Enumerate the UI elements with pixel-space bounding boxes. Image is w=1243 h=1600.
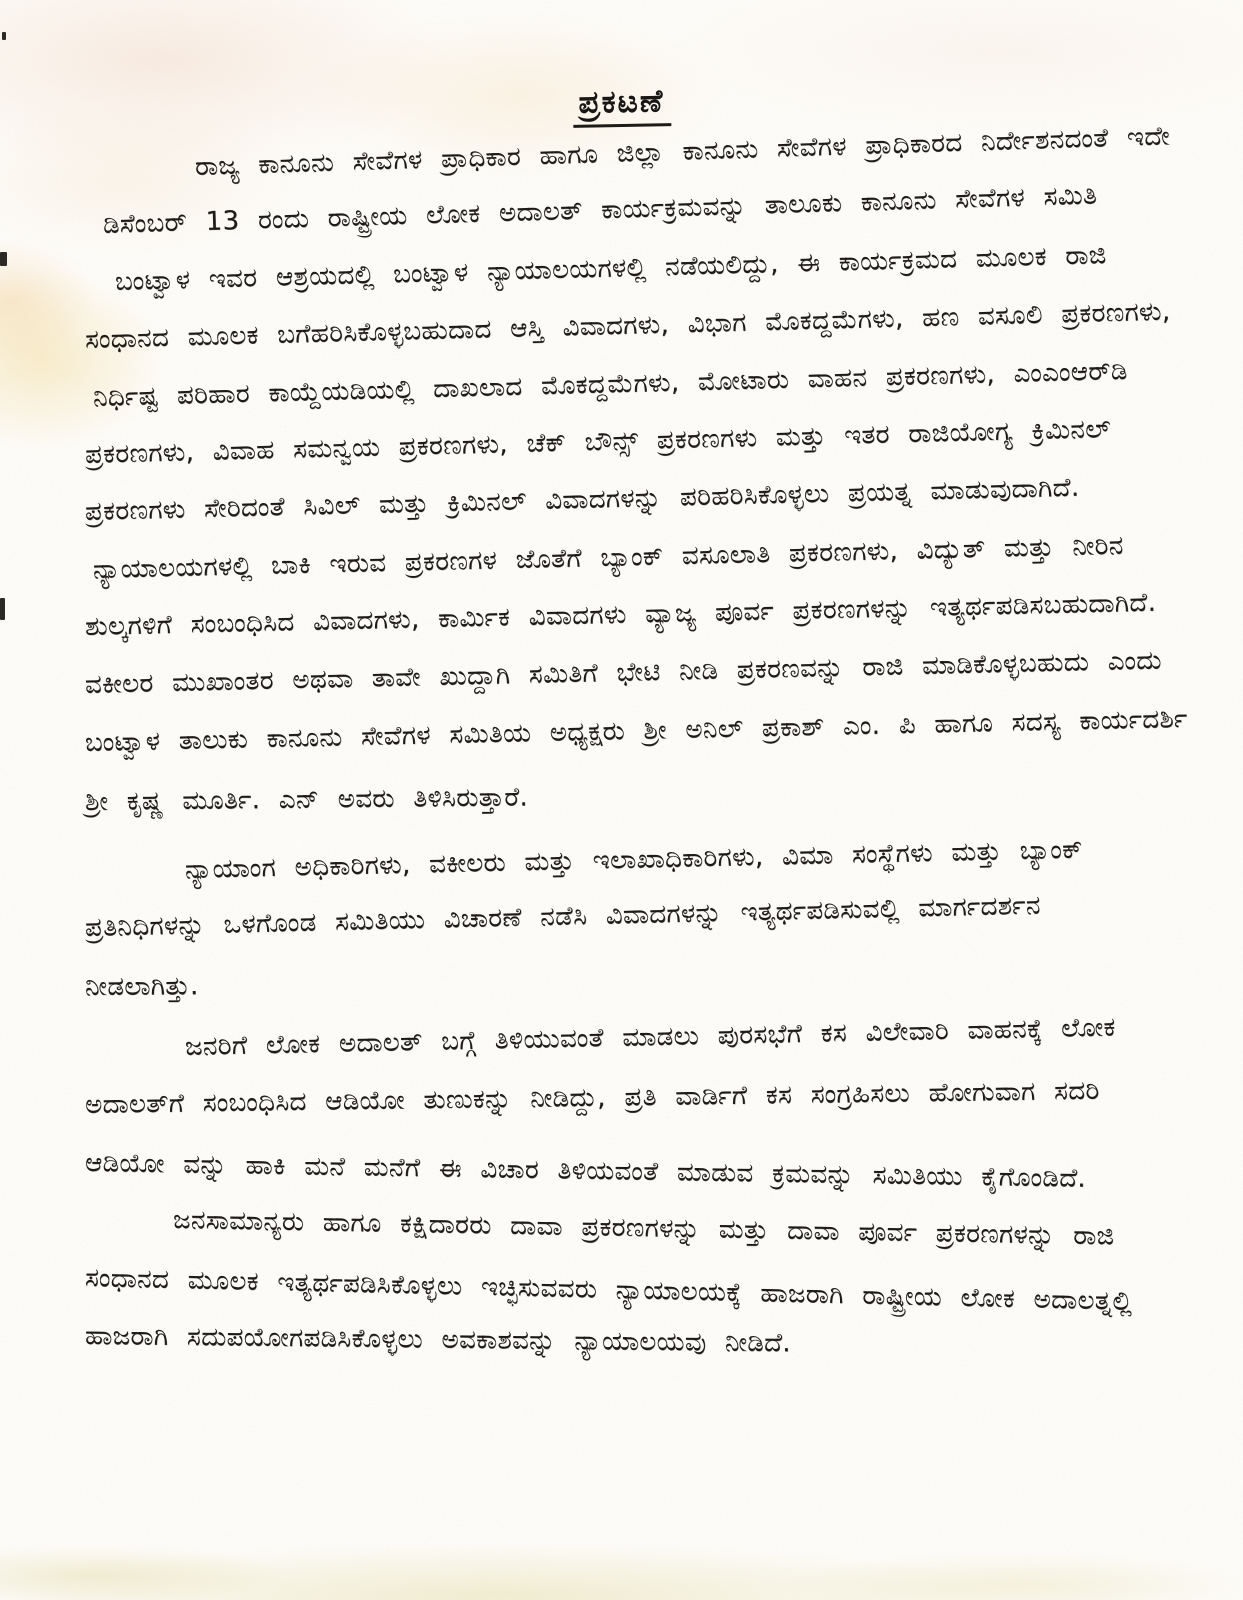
document-line: ಸಂಧಾನದ ಮೂಲಕ ಇತ್ಯರ್ಥಪಡಿಸಿಕೊಳ್ಳಲು ಇಚ್ಛಿಸುವವರು ನ್ಯಾಯಾಲಯಕ್ಕೆ ಹಾಜರಾಗಿ ರಾಷ್ಟ್ರೀಯ ಲೋಕ ಅದಾಲತ್ನಲ್ಲಿ [84,1263,1133,1317]
document-line: ಜನಸಾಮಾನ್ಯರು ಹಾಗೂ ಕಕ್ಷಿದಾರರು ದಾವಾ ಪ್ರಕರಣಗಳನ್ನು ಮತ್ತು ದಾವಾ ಪೂರ್ವ ಪ್ರಕರಣಗಳನ್ನು ರಾಜಿ [172,1205,1115,1252]
document-line: ಹಾಜರಾಗಿ ಸದುಪಯೋಗಪಡಿಸಿಕೊಳ್ಳಲು ಅವಕಾಶವನ್ನು ನ್ಯಾಯಾಲಯವು ನೀಡಿದೆ. [84,1321,792,1359]
document-line: ಬಂಟ್ವಾಳ ಇವರ ಆಶ್ರಯದಲ್ಲಿ ಬಂಟ್ವಾಳ ನ್ಯಾಯಾಲಯಗಳಲ್ಲಿ ನಡೆಯಲಿದ್ದು, ಈ ಕಾರ್ಯಕ್ರಮದ ಮೂಲಕ ರಾಜಿ [114,240,1107,297]
document-line: ಶ್ರೀ ಕೃಷ್ಣ ಮೂರ್ತಿ. ಎನ್ ಅವರು ತಿಳಿಸಿರುತ್ತಾರೆ. [84,782,529,817]
document-line: ಆಡಿಯೋ ವನ್ನು ಹಾಕಿ ಮನೆ ಮನೆಗೆ ಈ ವಿಚಾರ ತಿಳಿಯವಂತೆ ಮಾಡುವ ಕ್ರಮವನ್ನು ಸಮಿತಿಯು ಕೈಗೊಂಡಿದೆ. [84,1148,1087,1194]
scan-speck [2,32,6,40]
document-line: ಪ್ರಕರಣಗಳು, ವಿವಾಹ ಸಮನ್ವಯ ಪ್ರಕರಣಗಳು, ಚೆಕ್ ಬೌನ್ಸ್ ಪ್ರಕರಣಗಳು ಮತ್ತು ಇತರ ರಾಜಿಯೋಗ್ಯ ಕ್ರಿಮಿನಲ್ [84,414,1112,470]
document-title-text: ಪ್ರಕಟಣೆ [572,83,671,128]
document-line: ಜನರಿಗೆ ಲೋಕ ಅದಾಲತ್ ಬಗ್ಗೆ ತಿಳಿಯುವಂತೆ ಮಾಡಲು ಪುರಸಭೆಗೆ ಕಸ ವಿಲೇವಾರಿ ವಾಹನಕ್ಕೆ ಲೋಕ [184,1012,1116,1062]
scan-speck [0,252,7,266]
document-line: ಪ್ರತಿನಿಧಿಗಳನ್ನು ಒಳಗೊಂಡ ಸಮಿತಿಯು ವಿಚಾರಣೆ ನಡೆಸಿ ವಿವಾದಗಳನ್ನು ಇತ್ಯರ್ಥಪಡಿಸುವಲ್ಲಿ ಮಾರ್ಗದರ್ಶನ [84,890,1041,943]
document-line: ನ್ಯಾಯಾಲಯಗಳಲ್ಲಿ ಬಾಕಿ ಇರುವ ಪ್ರಕರಣಗಳ ಜೊತೆಗೆ ಬ್ಯಾಂಕ್ ವಸೂಲಾತಿ ಪ್ರಕರಣಗಳು, ವಿದ್ಯುತ್ ಮತ್ತು ನೀರಿನ [92,530,1124,585]
document-line: ಡಿಸೆಂಬರ್ 13 ರಂದು ರಾಷ್ಟ್ರೀಯ ಲೋಕ ಅದಾಲತ್ ಕಾರ್ಯಕ್ರಮವನ್ನು ತಾಲೂಕು ಕಾನೂನು ಸೇವೆಗಳ ಸಮಿತಿ [102,180,1098,240]
document-line: ರಾಜ್ಯ ಕಾನೂನು ಸೇವೆಗಳ ಪ್ರಾಧಿಕಾರ ಹಾಗೂ ಜಿಲ್ಲಾ ಕಾನೂನು ಸೇವೆಗಳ ಪ್ರಾಧಿಕಾರದ ನಿರ್ದೇಶನದಂತೆ ಇದೇ [194,121,1171,182]
document-line: ನೀಡಲಾಗಿತ್ತು. [84,971,199,1002]
scan-speck [0,598,5,620]
document-line: ನಿರ್ಧಿಷ್ಟ ಪರಿಹಾರ ಕಾಯ್ದೆಯಡಿಯಲ್ಲಿ ದಾಖಲಾದ ಮೊಕದ್ದಮೆಗಳು, ಮೋಟಾರು ವಾಹನ ಪ್ರಕರಣಗಳು, ಎಂಎಂಆರ್‌ಡಿ [92,355,1128,413]
document-line: ನ್ಯಾಯಾಂಗ ಅಧಿಕಾರಿಗಳು, ವಕೀಲರು ಮತ್ತು ಇಲಾಖಾಧಿಕಾರಿಗಳು, ವಿಮಾ ಸಂಸ್ಥೆಗಳು ಮತ್ತು ಬ್ಯಾಂಕ್ [184,834,1083,885]
document-line: ಪ್ರಕರಣಗಳು ಸೇರಿದಂತೆ ಸಿವಿಲ್ ಮತ್ತು ಕ್ರಿಮಿನಲ್ ವಿವಾದಗಳನ್ನು ಪರಿಹರಿಸಿಕೊಳ್ಳಲು ಪ್ರಯತ್ನ ಮಾಡುವುದಾಗಿದೆ. [84,472,1080,527]
document-line: ಅದಾಲತ್‌ಗೆ ಸಂಬಂಧಿಸಿದ ಆಡಿಯೋ ತುಣುಕನ್ನು ನೀಡಿದ್ದು, ಪ್ರತಿ ವಾರ್ಡಿಗೆ ಕಸ ಸಂಗ್ರಹಿಸಲು ಹೋಗುವಾಗ ಸದರಿ [84,1075,1100,1120]
document-line: ಸಂಧಾನದ ಮೂಲಕ ಬಗೆಹರಿಸಿಕೊಳ್ಳಬಹುದಾದ ಆಸ್ತಿ ವಿವಾದಗಳು, ವಿಭಾಗ ಮೊಕದ್ದಮೆಗಳು, ಹಣ ವಸೂಲಿ ಪ್ರಕರಣಗಳು, [84,296,1171,355]
document-line: ವಕೀಲರ ಮುಖಾಂತರ ಅಥವಾ ತಾವೇ ಖುದ್ದಾಗಿ ಸಮಿತಿಗೆ ಭೇಟಿ ನೀಡಿ ಪ್ರಕರಣವನ್ನು ರಾಜಿ ಮಾಡಿಕೊಳ್ಳಬಹುದು ಎಂದು [84,645,1163,700]
document-line: ಬಂಟ್ವಾಳ ತಾಲುಕು ಕಾನೂನು ಸೇವೆಗಳ ಸಮಿತಿಯ ಅಧ್ಯಕ್ಷರು ಶ್ರೀ ಅನಿಲ್ ಪ್ರಕಾಶ್ ಎಂ. ಪಿ ಹಾಗೂ ಸದಸ್ಯ ಕಾರ್ಯದರ್ಶಿ [84,703,1188,758]
document-line: ಶುಲ್ಕಗಳಿಗೆ ಸಂಬಂಧಿಸಿದ ವಿವಾದಗಳು, ಕಾರ್ಮಿಕ ವಿವಾದಗಳು ವ್ಯಾಜ್ಯ ಪೂರ್ವ ಪ್ರಕರಣಗಳನ್ನು ಇತ್ಯರ್ಥಪಡಿಸಬಹುದಾಗಿದೆ. [84,587,1157,642]
